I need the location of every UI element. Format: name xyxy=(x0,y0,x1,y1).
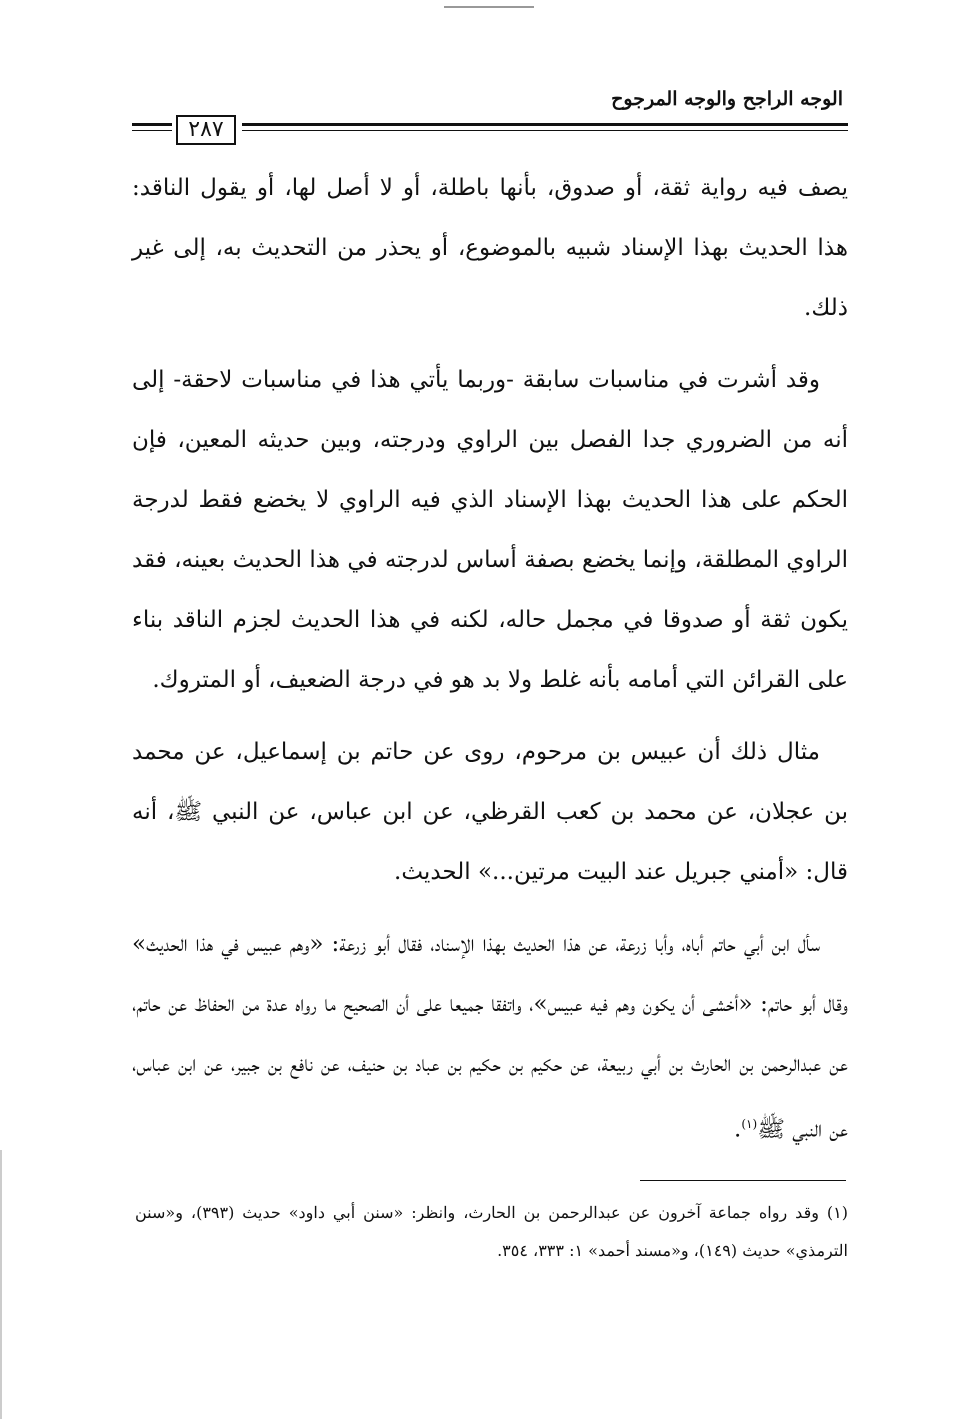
footnotes xyxy=(135,1194,848,1270)
scan-left-edge xyxy=(0,1150,2,1419)
footnote-1: (١) وقد رواه جماعة آخرون عن عبدالرحمن بن الحارث، وانظر: «سنن أبي داود» حديث (٣٩٣)، و«سنن الترمذي» حديث (١٤٩)، و«مسند أحمد» ١: ٣٣٣، ٣٥٤. xyxy=(135,1203,849,1260)
page-number-text: ٢٨٧ xyxy=(188,117,224,142)
page-number xyxy=(176,115,236,145)
header-rule-left-thick xyxy=(132,123,172,126)
paragraph-3: مثال ذلك أن عبيس بن مرحوم، روى عن حاتم بن إسماعيل، عن محمد بن عجلان، عن محمد بن كعب القرظي، عن ابن عباس، عن النبي ﷺ، أنه قال: «أمني جبريل عند البيت مرتين...» الحديث. xyxy=(132,739,848,885)
paragraph-4 xyxy=(132,914,848,1160)
paragraph-4-text: سأل ابن أبي حاتم أباه، وأبا زرعة، عن هذا الحديث بهذا الإسناد، فقال أبو زرعة: «وهم عبيس في هذا الحديث» وقال أبو حاتم: «أخشى أن يكون وهم فيه عبيس»، واتفقا جميعا على أن الصحيح ما رواه عدة من الحفاظ عن حاتم، عن عبدالرحمن بن الحارث بن أبي ربيعة، عن حكيم بن حكيم بن عباد بن حنيف، عن نافع بن جبير، عن ابن عباس، عن النبي ﷺ xyxy=(132,931,848,1143)
header-rule-left-thin xyxy=(132,130,172,131)
main-text xyxy=(132,158,848,1172)
paragraph-1: يصف فيه رواية ثقة، أو صدوق، بأنها باطلة، أو لا أصل لها، أو يقول الناقد: هذا الحديث بهذا الإسناد شبيه بالموضوع، أو يحذر من التحديث به، إلى غير ذلك. xyxy=(132,175,848,321)
header-rule-right-thick xyxy=(242,123,848,126)
footnote-reference[interactable]: (١) xyxy=(741,1117,758,1131)
header-rule-right-thin xyxy=(242,130,848,131)
paragraph-2: وقد أشرت في مناسبات سابقة -وربما يأتي هذا في مناسبات لاحقة- إلى أنه من الضروري جدا الفصل بين الراوي ودرجته، وبين حديثه المعين، فإن الحكم على هذا الحديث بهذا الإسناد الذي فيه الراوي لا يخضع فقط لدرجة الراوي المطلقة، وإنما يخضع بصفة أساس لدرجته في هذا الحديث بعينه، فقد يكون ثقة أو صدوقا في مجمل حاله، لكنه في هذا الحديث لجزم الناقد بناء على القرائن التي أمامه بأنه غلط ولا بد هو في درجة الضعيف، أو المتروك. xyxy=(132,367,848,693)
running-title: الوجه الراجح والوجه المرجوح xyxy=(611,88,843,110)
paragraph-4-end: . xyxy=(734,1116,742,1143)
footnote-separator xyxy=(640,1180,846,1181)
scan-top-mark xyxy=(444,6,534,8)
